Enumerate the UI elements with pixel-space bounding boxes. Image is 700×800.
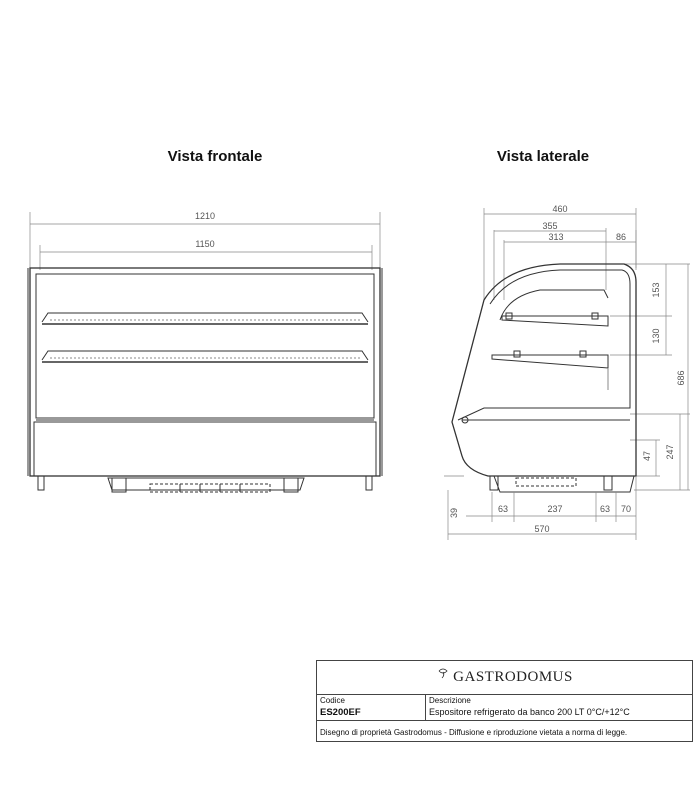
side-view [444, 204, 690, 540]
dim-label-153: 153 [651, 282, 661, 298]
side-cabinet [452, 264, 636, 492]
description-value: Espositore refrigerato da banco 200 LT 0°C/+12°C [429, 707, 630, 717]
description-label: Descrizione [429, 696, 471, 705]
dim-label-63b: 63 [599, 504, 611, 514]
dim-label-247: 247 [665, 444, 675, 460]
dim-label-313: 313 [548, 232, 564, 242]
dim-label-39: 39 [449, 507, 459, 519]
dim-label-63a: 63 [497, 504, 509, 514]
code-label: Codice [320, 696, 345, 705]
dim-label-570: 570 [534, 524, 550, 534]
dim-label-460: 460 [552, 204, 568, 214]
brand-mark-icon [436, 667, 450, 681]
dim-label-130: 130 [651, 328, 661, 344]
front-cabinet [28, 268, 382, 492]
code-cell [317, 694, 426, 720]
dim-label-1210: 1210 [194, 211, 216, 221]
dim-label-355: 355 [542, 221, 558, 231]
front-view-title: Vista frontale [167, 148, 263, 165]
brand-logo [317, 661, 692, 695]
code-value: ES200EF [320, 707, 361, 718]
ownership-notice: Disegno di proprietà Gastrodomus - Diffusione e riproduzione vietata a norma di legge. [320, 728, 628, 737]
brand-name: GASTRODOMUS [453, 669, 573, 685]
side-view-title: Vista laterale [496, 148, 590, 165]
dim-label-686: 686 [676, 370, 686, 386]
dim-label-1150: 1150 [195, 239, 215, 249]
title-block [316, 660, 693, 742]
title-block-row [317, 694, 692, 721]
front-view [28, 211, 382, 492]
description-cell [426, 694, 692, 720]
dim-label-70: 70 [620, 504, 632, 514]
dim-label-86: 86 [615, 232, 627, 242]
dim-label-47: 47 [642, 450, 652, 462]
dim-label-237: 237 [547, 504, 563, 514]
